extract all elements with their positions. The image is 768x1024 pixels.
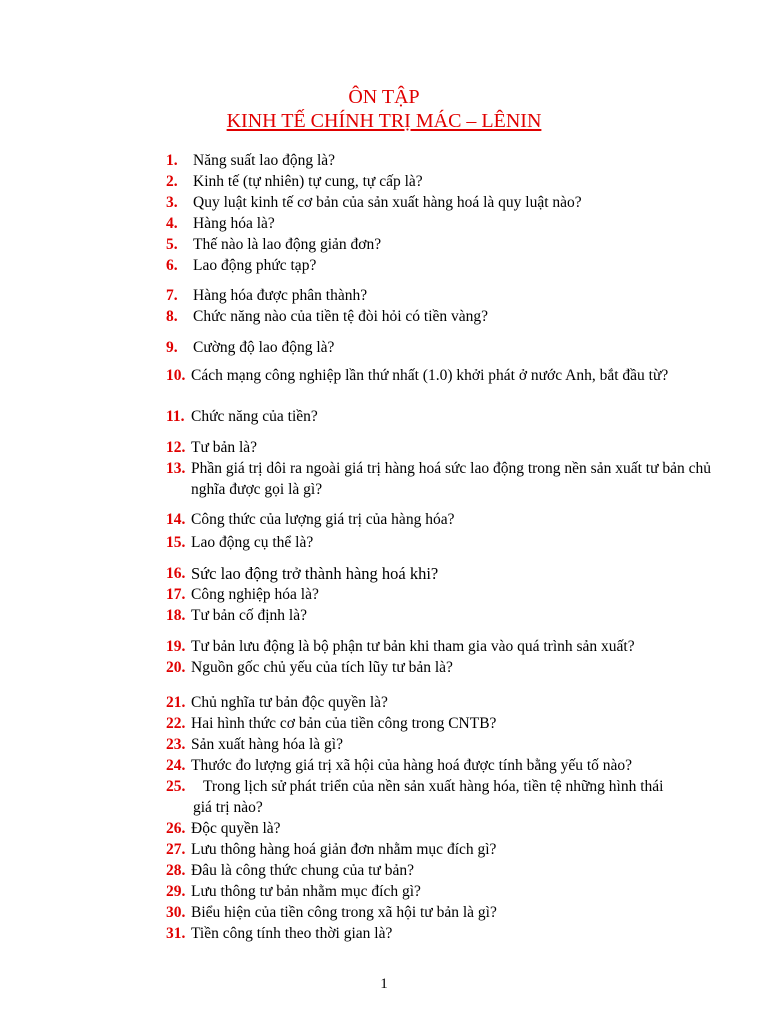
question-text: Sản xuất hàng hóa là gì? <box>191 736 343 753</box>
question-text: Tư bản cố định là? <box>191 607 308 624</box>
question-item <box>166 584 711 605</box>
question-text: Đâu là công thức chung của tư bản? <box>191 862 414 879</box>
question-text: Tiền công tính theo thời gian là? <box>191 925 393 942</box>
question-text: Năng suất lao động là? <box>193 152 336 169</box>
question-text: Sức lao động trở thành hàng hoá khi? <box>191 564 439 583</box>
question-number: 11. <box>166 408 185 425</box>
question-item <box>166 776 711 818</box>
question-text: Lưu thông tư bản nhằm mục đích gì? <box>191 883 421 900</box>
question-text: Độc quyền là? <box>191 820 281 837</box>
question-item <box>166 860 711 881</box>
question-number: 14. <box>166 511 186 528</box>
question-item <box>166 902 711 923</box>
question-number: 15. <box>166 534 186 551</box>
question-number: 21. <box>166 694 186 711</box>
question-number: 10. <box>166 367 186 384</box>
question-item <box>166 692 711 713</box>
question-text: Hai hình thức cơ bản của tiền công trong CNTB? <box>191 715 497 732</box>
question-text: Công thức của lượng giá trị của hàng hóa? <box>191 511 455 528</box>
question-text: Tư bản lưu động là bộ phận tư bản khi tham gia vào quá trình sản xuất? <box>191 638 635 655</box>
question-text-continued: giá trị nào? <box>193 799 263 816</box>
question-number: 25. <box>166 778 186 795</box>
question-number: 16. <box>166 565 186 582</box>
question-text: Kinh tế (tự nhiên) tự cung, tự cấp là? <box>193 173 423 190</box>
question-text: Thế nào là lao động giản đơn? <box>193 236 382 253</box>
question-item <box>166 458 711 500</box>
question-text: Phần giá trị dôi ra ngoài giá trị hàng hoá sức lao động trong nền sản xuất tư bản chủ nghĩa được gọi là gì? <box>191 460 711 498</box>
question-number: 26. <box>166 820 186 837</box>
question-number: 24. <box>166 757 186 774</box>
question-number: 23. <box>166 736 186 753</box>
question-item <box>166 192 711 213</box>
question-number: 5. <box>166 236 178 253</box>
question-number: 7. <box>166 287 178 304</box>
question-text: Cách mạng công nghiệp lần thứ nhất (1.0) khởi phát ở nước Anh, bắt đầu từ? <box>191 367 669 384</box>
question-item <box>166 605 711 626</box>
question-item <box>166 437 711 458</box>
question-item <box>166 509 711 530</box>
question-text: Quy luật kinh tế cơ bản của sản xuất hàng hoá là quy luật nào? <box>193 194 582 211</box>
question-number: 6. <box>166 257 178 274</box>
question-item <box>166 881 711 902</box>
question-number: 1. <box>166 152 178 169</box>
document-title: ÔN TẬP <box>348 86 420 108</box>
question-number: 19. <box>166 638 186 655</box>
question-number: 22. <box>166 715 186 732</box>
question-item <box>166 818 711 839</box>
question-item <box>166 234 711 255</box>
question-text: Lưu thông hàng hoá giản đơn nhằm mục đích gì? <box>191 841 497 858</box>
question-text: Thước đo lượng giá trị xã hội của hàng hoá được tính bằng yếu tố nào? <box>191 757 633 774</box>
question-item <box>166 337 711 358</box>
question-item <box>166 657 711 678</box>
question-number: 4. <box>166 215 178 232</box>
question-number: 13. <box>166 460 186 477</box>
question-item <box>166 365 711 386</box>
page-number: 1 <box>380 976 388 992</box>
question-number: 8. <box>166 308 178 325</box>
question-number: 29. <box>166 883 186 900</box>
question-item <box>166 285 711 306</box>
question-number: 20. <box>166 659 186 676</box>
question-text: Lao động cụ thể là? <box>191 534 314 551</box>
question-number: 12. <box>166 439 186 456</box>
question-text: Hàng hóa được phân thành? <box>193 287 368 304</box>
question-item <box>166 734 711 755</box>
question-text: Chức năng của tiền? <box>191 408 318 425</box>
question-item <box>166 713 711 734</box>
question-item <box>166 171 711 192</box>
question-number: 3. <box>166 194 178 211</box>
question-number: 27. <box>166 841 186 858</box>
question-item <box>166 213 711 234</box>
question-item <box>166 923 711 944</box>
question-text: Nguồn gốc chủ yếu của tích lũy tư bản là? <box>191 659 453 676</box>
question-number: 30. <box>166 904 186 921</box>
question-item <box>166 532 711 553</box>
question-text: Công nghiệp hóa là? <box>191 586 319 603</box>
question-number: 28. <box>166 862 186 879</box>
question-item <box>166 839 711 860</box>
question-text: Trong lịch sử phát triển của nền sản xuất hàng hóa, tiền tệ những hình thái <box>203 778 664 795</box>
question-item <box>166 636 711 657</box>
question-number: 17. <box>166 586 186 603</box>
question-number: 31. <box>166 925 186 942</box>
question-item <box>166 563 711 584</box>
question-item <box>166 255 711 276</box>
question-text: Cường độ lao động là? <box>193 339 335 356</box>
question-text: Hàng hóa là? <box>193 215 275 232</box>
question-number: 18. <box>166 607 186 624</box>
question-item <box>166 755 711 776</box>
question-number: 9. <box>166 339 178 356</box>
question-number: 2. <box>166 173 178 190</box>
question-item <box>166 150 711 171</box>
question-text: Biểu hiện của tiền công trong xã hội tư bản là gì? <box>191 904 497 921</box>
question-text: Chủ nghĩa tư bản độc quyền là? <box>191 694 388 711</box>
question-item <box>166 306 711 327</box>
question-text: Tư bản là? <box>191 439 258 456</box>
question-text: Lao động phức tạp? <box>193 257 317 274</box>
document-subtitle: KINH TẾ CHÍNH TRỊ MÁC – LÊNIN <box>226 110 542 132</box>
question-item <box>166 406 711 427</box>
question-text: Chức năng nào của tiền tệ đòi hỏi có tiền vàng? <box>193 308 489 325</box>
